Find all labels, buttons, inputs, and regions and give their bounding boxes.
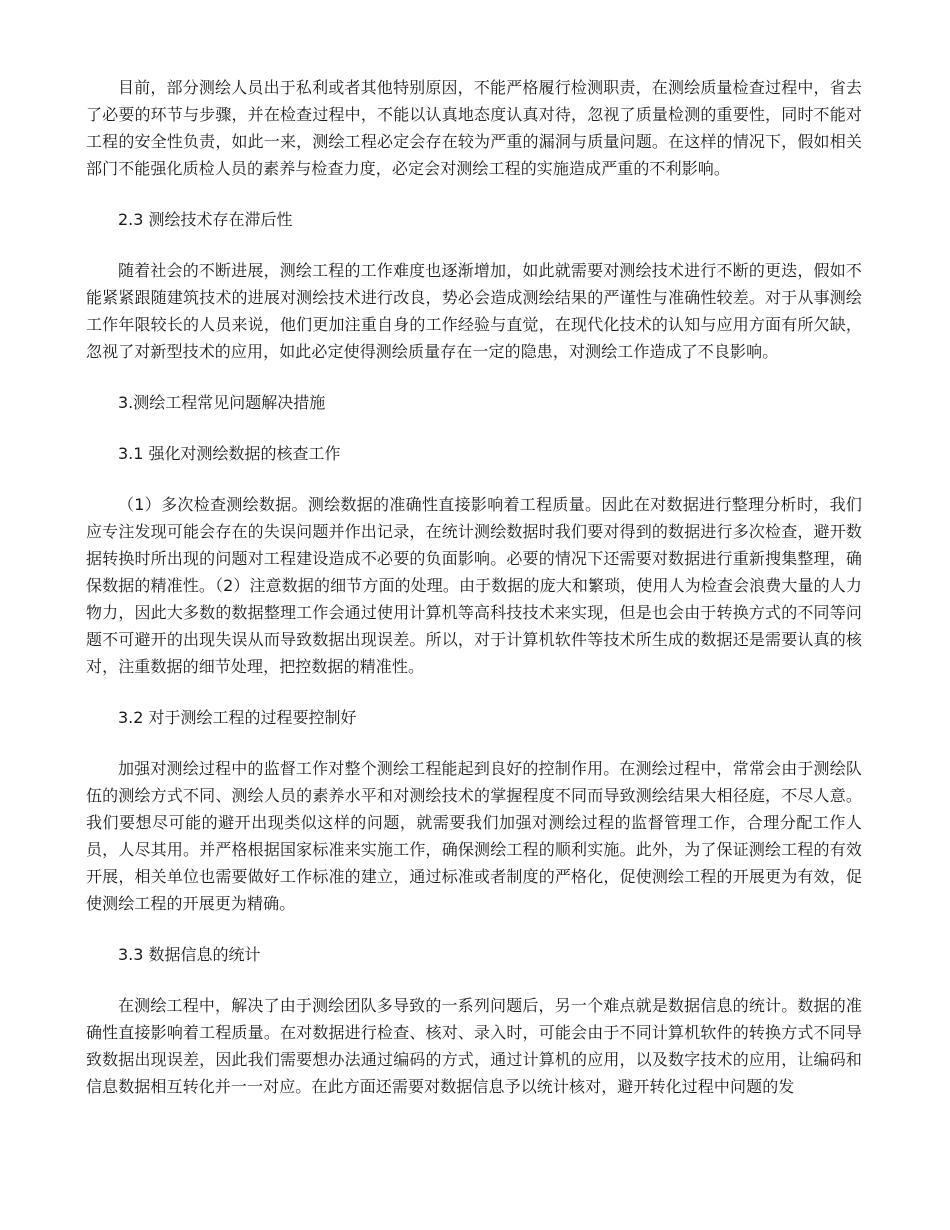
paragraph-technology-lag: 随着社会的不断进展，测绘工程的工作难度也逐渐增加，如此就需要对测绘技术进行不断的更迭，假如不能紧紧跟随建筑技术的进展对测绘技术进行改良，势必会造成测绘结果的严谨性与准确性较差。对于从事测绘工作年限较长的人员来说，他们更加注重自身的工作经验与直觉，在现代化技术的认知与应用方面有所欠缺，忽视了对新型技术的应用，如此必定使得测绘质量存在一定的隐患，对测绘工作造成了不良影响。: [86, 261, 862, 361]
section-heading-3-3: 3.3 数据信息的统计: [118, 945, 261, 964]
section-heading-3-1: 3.1 强化对测绘数据的核查工作: [118, 444, 341, 463]
document-page: [86, 74, 862, 1100]
section-heading-3: 3.测绘工程常见问题解决措施: [118, 393, 326, 412]
section-heading-3-2: 3.2 对于测绘工程的过程要控制好: [118, 708, 357, 727]
paragraph-process-control: 加强对测绘过程中的监督工作对整个测绘工程能起到良好的控制作用。在测绘过程中，常常会由于测绘队伍的测绘方式不同、测绘人员的素养水平和对测绘技术的掌握程度不同而导致测绘结果大相径庭，不尽人意。我们要想尽可能的避开出现类似这样的问题，就需要我们加强对测绘过程的监督管理工作，合理分配工作人员，人尽其用。并严格根据国家标准来实施工作，确保测绘工程的顺利实施。此外，为了保证测绘工程的有效开展，相关单位也需要做好工作标准的建立，通过标准或者制度的严格化，促使测绘工程的开展更为有效，促使测绘工程的开展更为精确。: [86, 759, 862, 913]
paragraph-quality-inspection: 目前，部分测绘人员出于私利或者其他特别原因，不能严格履行检测职责，在测绘质量检查过程中，省去了必要的环节与步骤，并在检查过程中，不能以认真地态度认真对待，忽视了质量检测的重要性，同时不能对工程的安全性负责，如此一来，测绘工程必定会存在较为严重的漏洞与质量问题。在这样的情况下，假如相关部门不能强化质检人员的素养与检查力度，必定会对测绘工程的实施造成严重的不利影响。: [86, 78, 862, 178]
section-heading-2-3: 2.3 测绘技术存在滞后性: [118, 210, 293, 229]
paragraph-data-verification: （1）多次检查测绘数据。测绘数据的准确性直接影响着工程质量。因此在对数据进行整理分析时，我们应专注发现可能会存在的失误问题并作出记录，在统计测绘数据时我们要对得到的数据进行多次检查，避开数据转换时所出现的问题对工程建设造成不必要的负面影响。必要的情况下还需要对数据进行重新搜集整理，确保数据的精准性。（2）注意数据的细节方面的处理。由于数据的庞大和繁琐，使用人为检查会浪费大量的人力物力，因此大多数的数据整理工作会通过使用计算机等高科技技术来实现，但是也会由于转换方式的不同等问题不可避开的出现失误从而导致数据出现误差。所以，对于计算机软件等技术所生成的数据还是需要认真的核对，注重数据的细节处理，把控数据的精准性。: [86, 495, 862, 676]
paragraph-data-statistics: 在测绘工程中，解决了由于测绘团队多导致的一系列问题后，另一个难点就是数据信息的统计。数据的准确性直接影响着工程质量。在对数据进行检查、核对、录入时，可能会由于不同计算机软件的转换方式不同导致数据出现误差，因此我们需要想办法通过编码的方式，通过计算机的应用，以及数字技术的应用，让编码和信息数据相互转化并一一对应。在此方面还需要对数据信息予以统计核对，避开转化过程中问题的发: [86, 996, 862, 1096]
